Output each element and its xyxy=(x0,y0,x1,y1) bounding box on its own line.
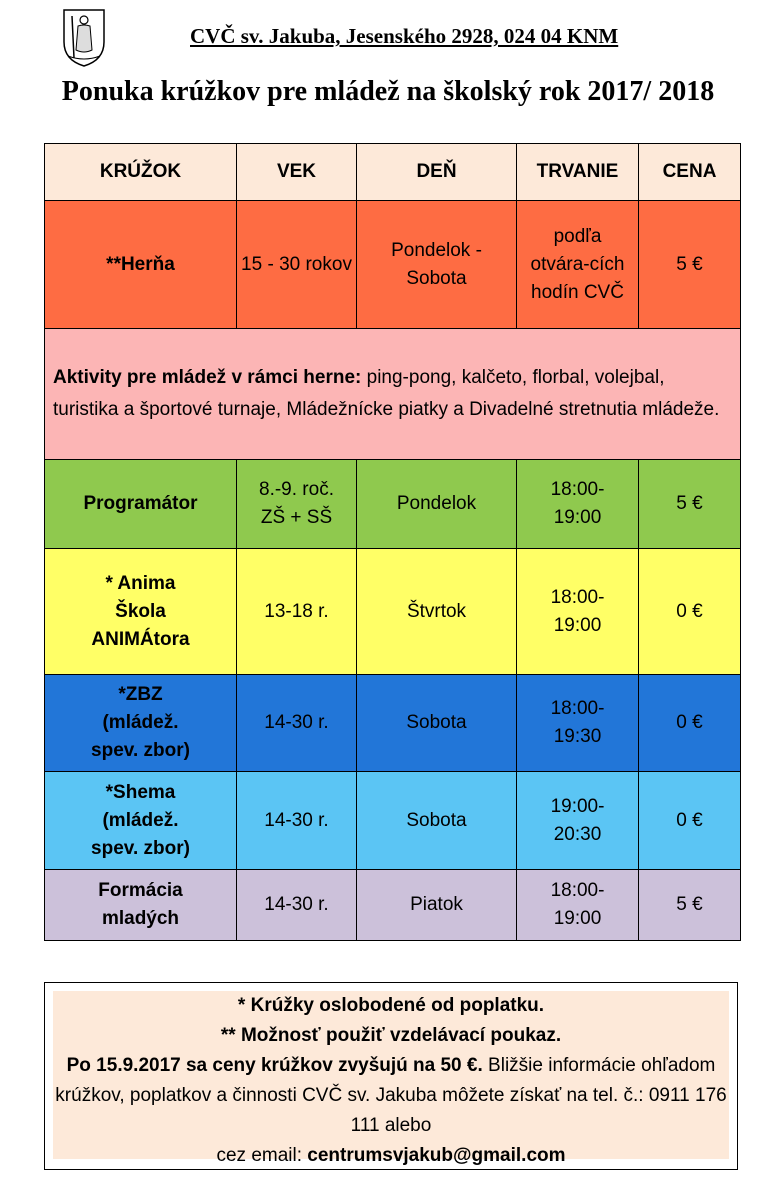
activity-day: Sobota xyxy=(357,772,517,870)
activity-day: Piatok xyxy=(357,870,517,941)
activity-duration: 19:00-20:30 xyxy=(517,772,639,870)
activity-day: Pondelok xyxy=(357,460,517,549)
email-line xyxy=(53,1141,729,1171)
activity-price: 5 € xyxy=(639,870,741,941)
activity-name-cell xyxy=(45,772,237,870)
activity-subname: (mládež. spev. zbor) xyxy=(91,712,190,761)
activity-age: 8.-9. roč. ZŠ + SŠ xyxy=(237,460,357,549)
info-box-content xyxy=(53,991,729,1166)
email-address: centrumsvjakub@gmail.com xyxy=(307,1145,566,1166)
note-text: ping-pong, kalčeto, florbal, volejbal, turistika a športové turnaje, Mládežnícke piatky a Divadelné stretnutia mládeže. xyxy=(53,367,720,420)
coat-of-arms-icon xyxy=(60,6,108,68)
activity-day: Sobota xyxy=(357,675,517,772)
activity-age: 15 - 30 rokov xyxy=(237,201,357,329)
activity-price: 0 € xyxy=(639,772,741,870)
column-header: TRVANIE xyxy=(517,144,639,201)
activity-subname: Škola ANIMÁtora xyxy=(91,600,190,650)
table-row-note xyxy=(45,329,741,460)
table-row xyxy=(45,675,741,772)
activity-name: Programátor xyxy=(45,460,237,549)
activity-subname: (mládež. spev. zbor) xyxy=(91,809,190,859)
activity-day: Štvrtok xyxy=(357,549,517,675)
activity-age: 14-30 r. xyxy=(237,675,357,772)
table-row xyxy=(45,870,741,941)
column-header: KRÚŽOK xyxy=(45,144,237,201)
column-header: DEŇ xyxy=(357,144,517,201)
table-row xyxy=(45,460,741,549)
activity-age: 14-30 r. xyxy=(237,870,357,941)
activity-duration: 18:00-19:00 xyxy=(517,549,639,675)
contact-info: Bližšie informácie ohľadom krúžkov, poplatkov a činnosti CVČ sv. Jakuba môžete získať na tel. č.: 0911 176 111 alebo xyxy=(55,1055,727,1136)
email-label: cez email: xyxy=(216,1145,308,1166)
table-row xyxy=(45,549,741,675)
activity-price: 0 € xyxy=(639,675,741,772)
activity-duration: 18:00-19:00 xyxy=(517,460,639,549)
column-header: CENA xyxy=(639,144,741,201)
activity-price: 0 € xyxy=(639,549,741,675)
activity-name: *Shema xyxy=(105,781,176,803)
activities-note xyxy=(45,329,741,460)
organization-address: CVČ sv. Jakuba, Jesenského 2928, 024 04 KNM xyxy=(190,24,619,48)
activity-name: Formácia mladých xyxy=(45,870,237,941)
activity-name-cell xyxy=(45,549,237,675)
footnote-free: * Krúžky oslobodené od poplatku. xyxy=(237,995,545,1016)
column-header: VEK xyxy=(237,144,357,201)
activity-name: **Herňa xyxy=(45,201,237,329)
footnote-voucher: ** Možnosť použiť vzdelávací poukaz. xyxy=(220,1025,562,1046)
page-title: Ponuka krúžkov pre mládež na školský rok 2017/ 2018 xyxy=(61,76,715,107)
activity-duration: 18:00-19:30 xyxy=(517,675,639,772)
activity-name-cell xyxy=(45,675,237,772)
activity-age: 13-18 r. xyxy=(237,549,357,675)
table-row xyxy=(45,772,741,870)
activity-price: 5 € xyxy=(639,201,741,329)
activity-duration: podľa otvára-cích hodín CVČ xyxy=(517,201,639,329)
price-info xyxy=(53,1051,729,1141)
activity-name: *ZBZ xyxy=(118,684,163,705)
activity-day: Pondelok - Sobota xyxy=(357,201,517,329)
activity-duration: 18:00-19:00 xyxy=(517,870,639,941)
activity-age: 14-30 r. xyxy=(237,772,357,870)
activities-table xyxy=(44,143,741,941)
table-row xyxy=(45,201,741,329)
activity-name: * Anima xyxy=(105,572,176,594)
table-header-row xyxy=(45,144,741,201)
note-label: Aktivity pre mládež v rámci herne: xyxy=(53,367,362,388)
price-increase-note: Po 15.9.2017 sa ceny krúžkov zvyšujú na 50 €. xyxy=(66,1055,483,1076)
activity-price: 5 € xyxy=(639,460,741,549)
info-box xyxy=(44,982,738,1170)
